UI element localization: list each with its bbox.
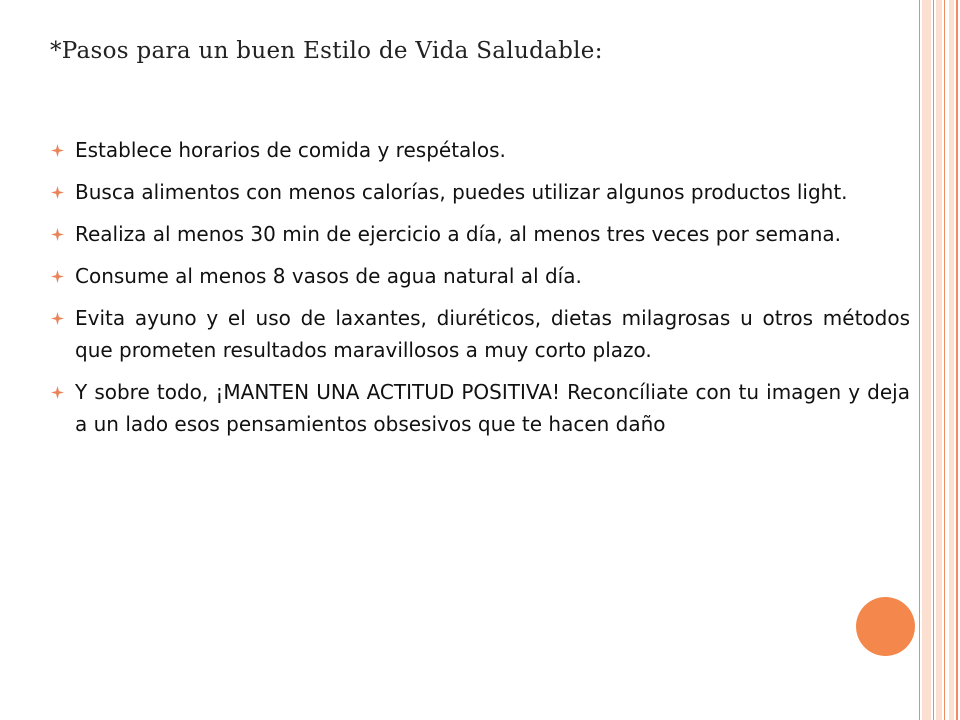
bullet-text: Realiza al menos 30 min de ejercicio a día, al menos tres veces por semana. <box>75 222 841 246</box>
bullet-list <box>50 134 910 450</box>
decorative-stripe <box>944 0 945 720</box>
bullet-text: Busca alimentos con menos calorías, puedes utilizar algunos productos light. <box>75 180 848 204</box>
bullet-item <box>50 176 910 208</box>
bullet-text: Y sobre todo, ¡MANTEN UNA ACTITUD POSITIVA! Reconcíliate con tu imagen y deja a un lado esos pensamientos obsesivos que te hacen daño <box>75 380 910 436</box>
bullet-item <box>50 302 910 366</box>
slide-title: *Pasos para un buen Estilo de Vida Saludable: <box>50 38 603 64</box>
bullet-text: Evita ayuno y el uso de laxantes, diuréticos, dietas milagrosas u otros métodos que prometen resultados maravillosos a muy corto plazo. <box>75 306 910 362</box>
decorative-stripe <box>919 0 920 720</box>
four-point-star-icon <box>51 228 64 241</box>
decorative-stripe <box>936 0 942 720</box>
decorative-stripe <box>933 0 934 720</box>
bullet-item <box>50 260 910 292</box>
four-point-star-icon <box>51 386 64 399</box>
decorative-stripe <box>956 0 958 720</box>
decorative-stripe <box>922 0 931 720</box>
four-point-star-icon <box>51 270 64 283</box>
bullet-text: Establece horarios de comida y respétalos. <box>75 138 506 162</box>
four-point-star-icon <box>51 312 64 325</box>
decorative-circle <box>856 597 915 656</box>
bullet-item <box>50 134 910 166</box>
bullet-text: Consume al menos 8 vasos de agua natural al día. <box>75 264 582 288</box>
decorative-stripe <box>949 0 954 720</box>
bullet-item <box>50 376 910 440</box>
four-point-star-icon <box>51 144 64 157</box>
bullet-item <box>50 218 910 250</box>
four-point-star-icon <box>51 186 64 199</box>
